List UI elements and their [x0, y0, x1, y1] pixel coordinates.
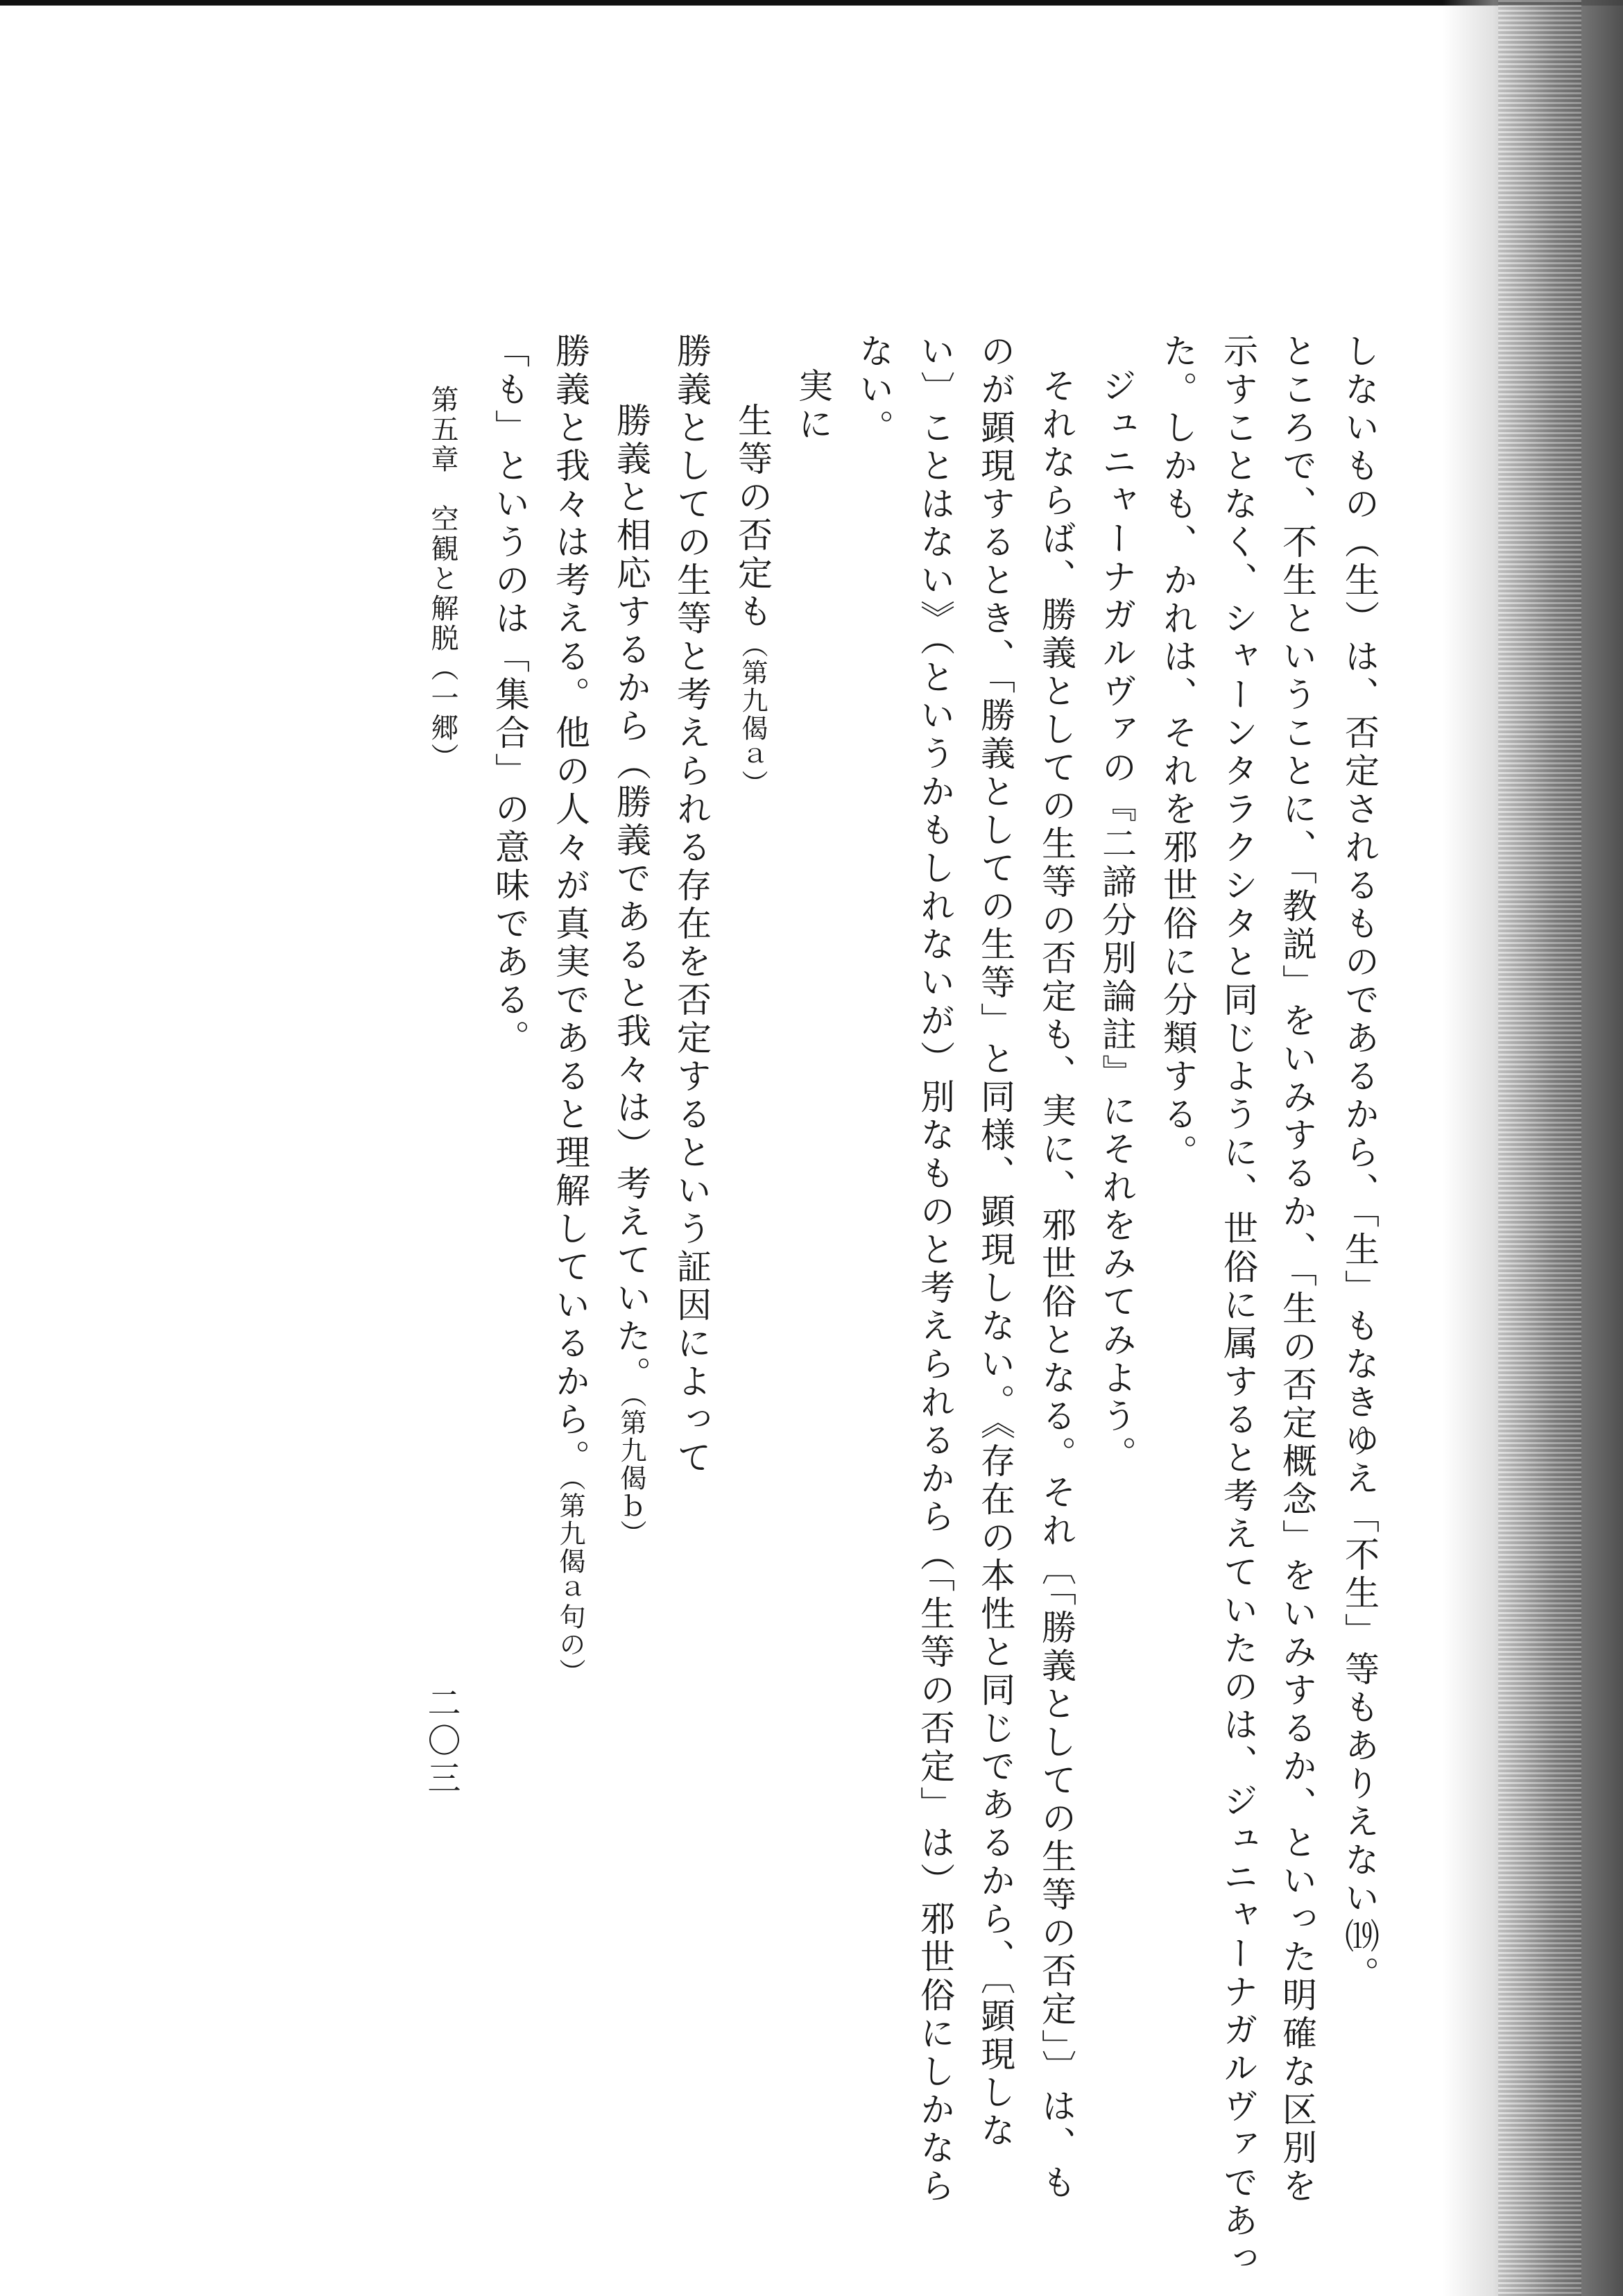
binding-shadow-texture [1498, 0, 1581, 2296]
text-line-8: い〕ことはない》（というかもしれないが）別なものと考えられるから（「生等の否定」は）邪世俗にしかなら [915, 333, 955, 2206]
verse-line-1 [732, 402, 773, 798]
verse-ref-9a: （第九偈ａ） [737, 631, 768, 798]
top-border [0, 0, 1623, 6]
text-line-14 [550, 333, 590, 1686]
text-line-15: 「も」というのは「集合」の意味である。 [490, 333, 530, 1058]
verse-text: 勝義と相応するから（勝義であると我々は）考えていた。 [611, 402, 651, 1394]
running-head: 第五章 空観と解脱（一郷） [427, 385, 458, 773]
text-line-4: た。しかも、かれは、それを邪世俗に分類する。 [1158, 333, 1198, 1172]
text-line-10: 実に [793, 368, 833, 444]
text-line-3: 示すことなく、シャーンタラクシタと同じように、世俗に属すると考えていたのは、ジュニャーナガルヴァであっ [1218, 333, 1258, 2279]
text-line-5: ジュニャーナガルヴァの『二諦分別論註』にそれをみてみよう。 [1097, 368, 1137, 1474]
verse-ref-9b: （第九偈ｂ） [616, 1394, 646, 1548]
verse-line-2 [611, 402, 651, 1548]
text-line-9: ない。 [854, 333, 894, 447]
page-number: 二〇三 [422, 1686, 461, 1798]
text-line-1: しないもの（生）は、否定されるものであるから、「生」もなきゆえ「不生」等もありえない⒆。 [1339, 333, 1380, 1994]
text-line-2: ところで、不生ということに、「教説」をいみするか、「生の否定概念」をいみするか、といった明確な区別を [1277, 333, 1317, 2206]
text-line-7: のが顕現するとき、「勝義としての生等」と同様、顕現しない。《存在の本性と同じであるから、〔顕現しな [975, 333, 1015, 2150]
text-line-12: 勝義としての生等と考えられる存在を否定するという証因によって [671, 333, 712, 1477]
verse-text: 生等の否定も [732, 402, 773, 631]
text-line-14-body: 勝義と我々は考える。他の人々が真実であると理解しているから。 [550, 333, 590, 1477]
text-line-6: それならば、勝義としての生等の否定も、実に、邪世俗となる。それ〔「勝義としての生等の否定」〕は、も [1036, 368, 1076, 2202]
verse-ref-9a-phrase: （第九偈ａ句の） [555, 1477, 585, 1686]
